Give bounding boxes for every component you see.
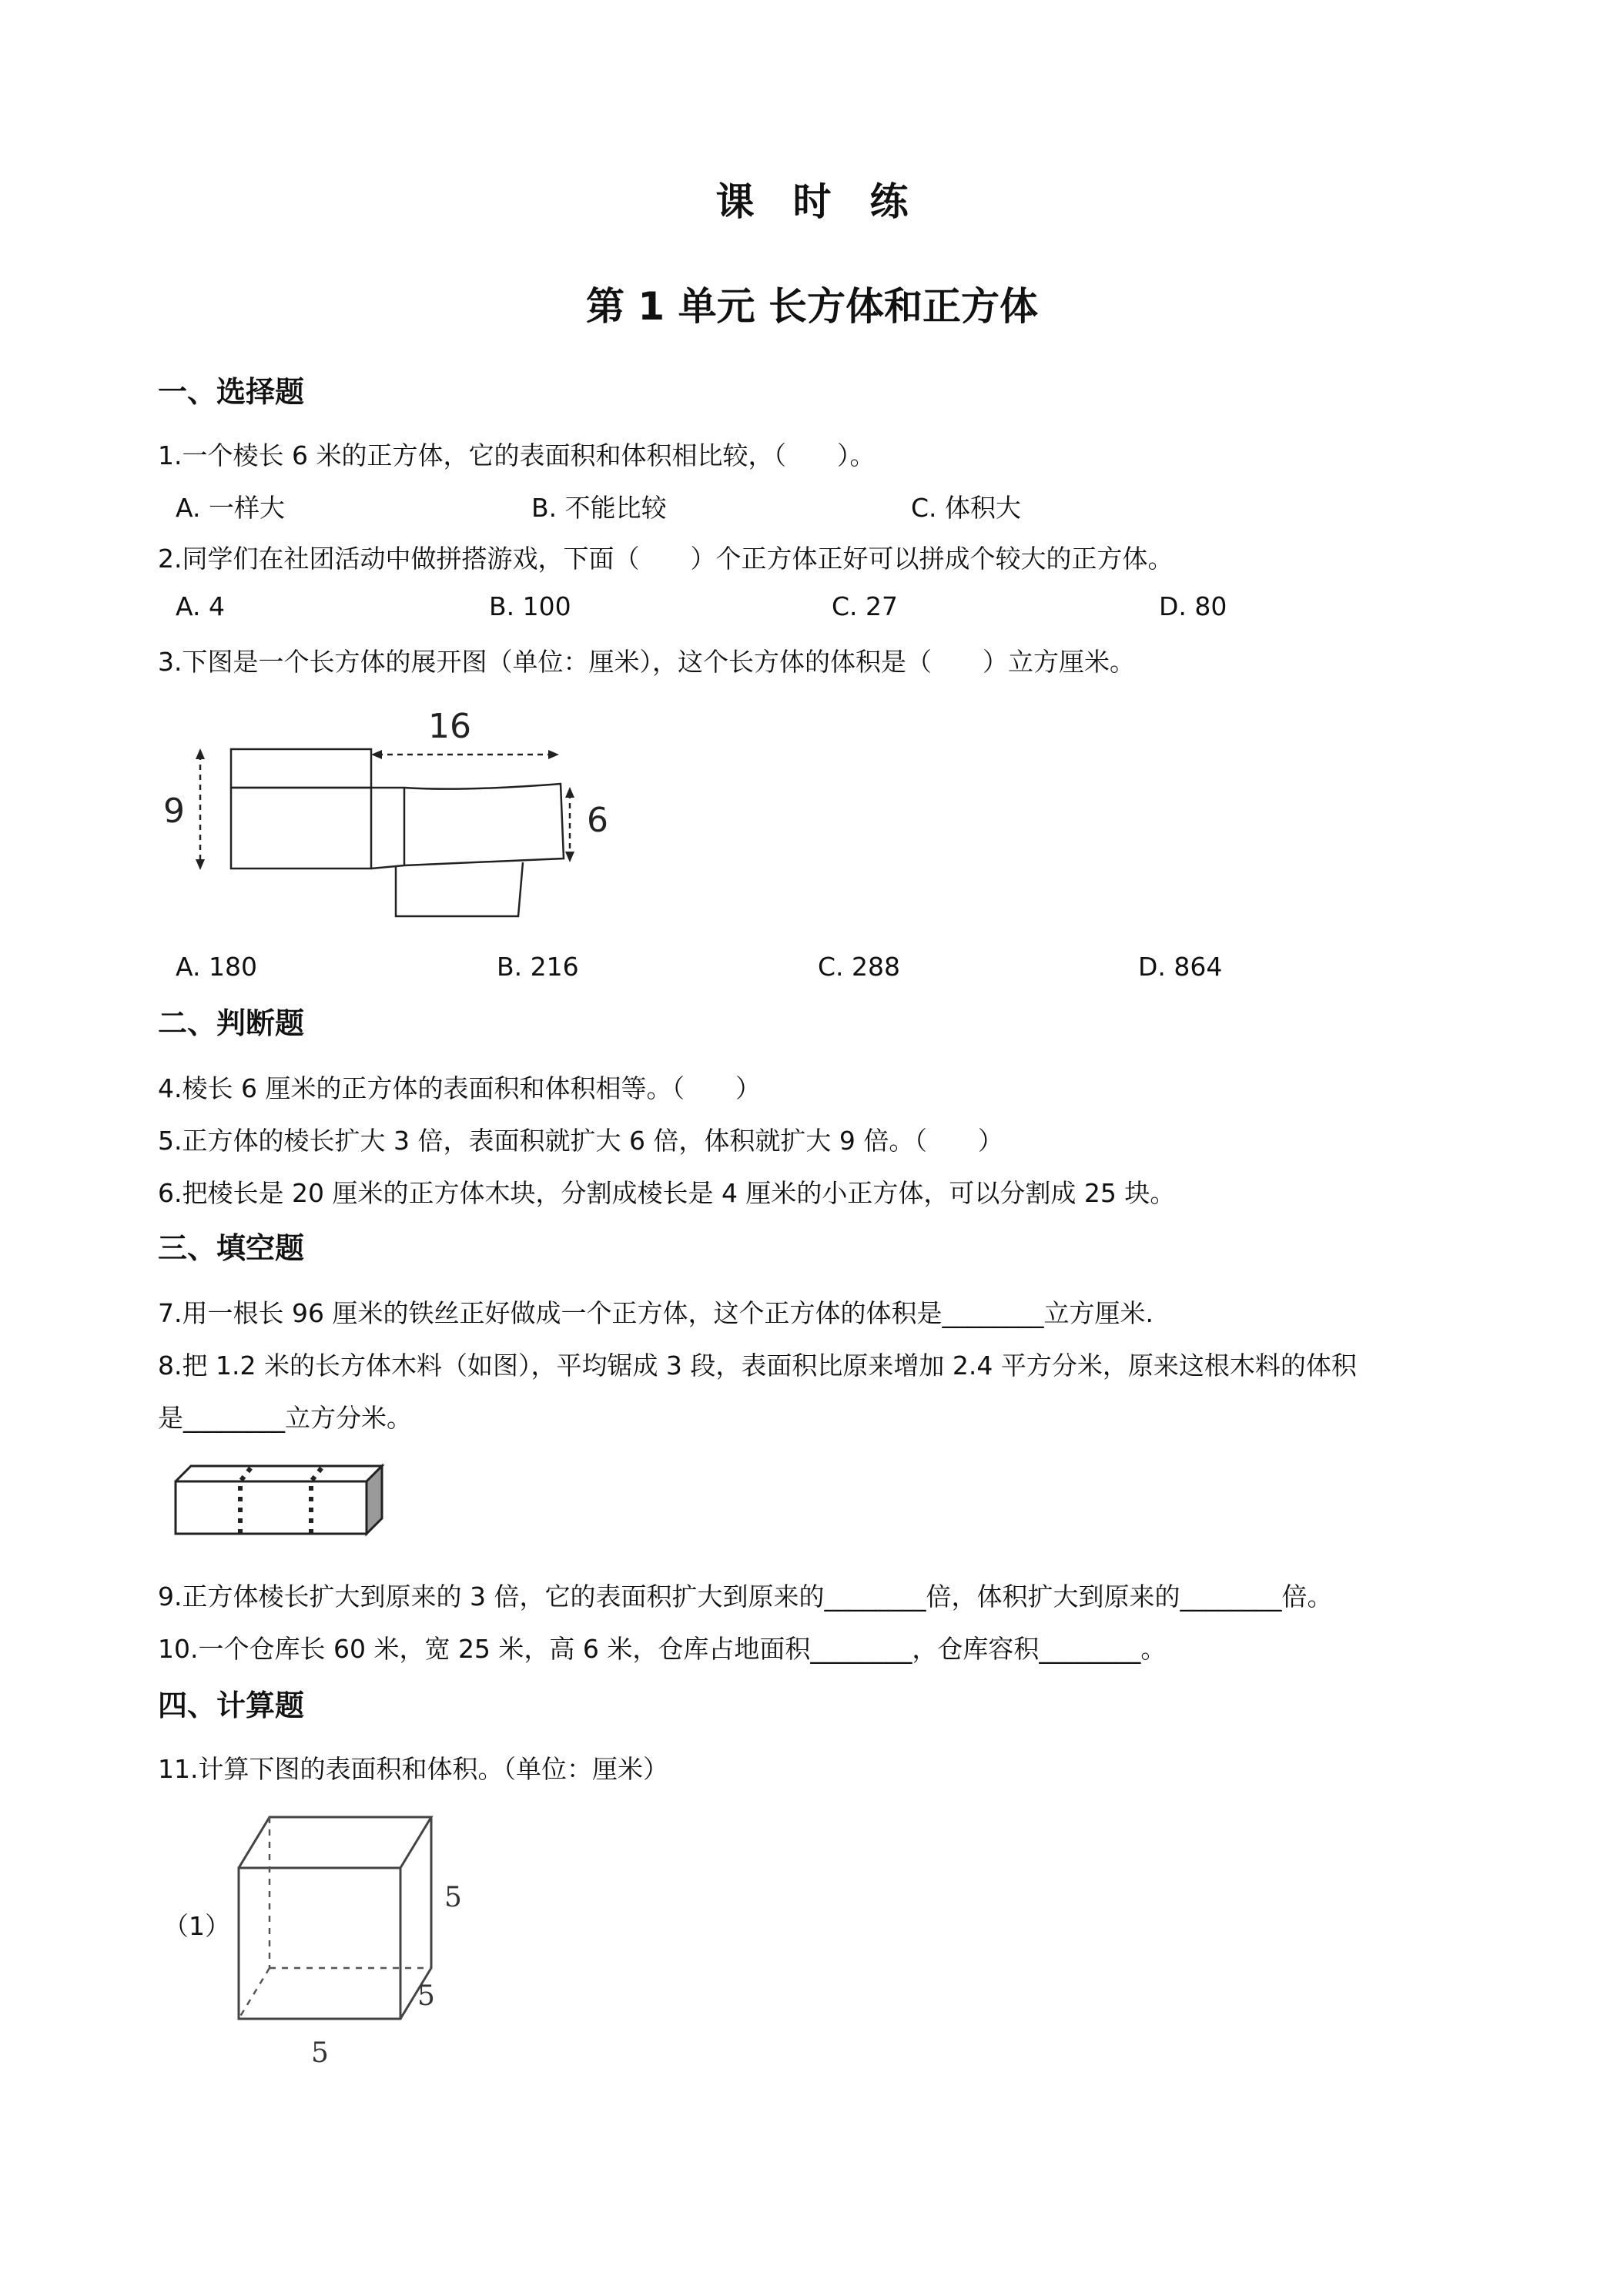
q1-option-a: A. 一样大 <box>176 493 285 523</box>
question-8-line-2: 是________立方分米。 <box>158 1403 412 1433</box>
net-label-right: 6 <box>587 801 608 840</box>
q2-option-d: D. 80 <box>1159 591 1227 621</box>
question-9: 9.正方体棱长扩大到原来的 3 倍，它的表面积扩大到原来的________倍，体积扩大到原来的________倍。 <box>158 1581 1333 1612</box>
cube-label-right-upper: 5 <box>444 1882 462 1913</box>
question-11: 11.计算下图的表面积和体积。（单位：厘米） <box>158 1754 668 1784</box>
q3-option-c: C. 288 <box>818 952 901 982</box>
question-1: 1.一个棱长 6 米的正方体，它的表面积和体积相比较，（ ）。 <box>158 440 876 470</box>
section-heading-calculation: 四、计算题 <box>158 1689 305 1722</box>
question-2: 2.同学们在社团活动中做拼搭游戏，下面（ ）个正方体正好可以拼成个较大的正方体。 <box>158 544 1174 574</box>
question-10: 10.一个仓库长 60 米，宽 25 米，高 6 米，仓库占地面积________，仓库容积________。 <box>158 1634 1167 1664</box>
q3-option-b: B. 216 <box>497 952 579 982</box>
question-5: 5.正方体的棱长扩大 3 倍，表面积就扩大 6 倍，体积就扩大 9 倍。（ ） <box>158 1126 1003 1156</box>
question-8-line-1: 8.把 1.2 米的长方体木料（如图），平均锯成 3 段，表面积比原来增加 2.4 平方分米，原来这根木料的体积 <box>158 1350 1357 1381</box>
question-6: 6.把棱长是 20 厘米的正方体木块，分割成棱长是 4 厘米的小正方体，可以分割成 25 块。 <box>158 1178 1176 1208</box>
q2-option-b: B. 100 <box>489 591 571 621</box>
question-7: 7.用一根长 96 厘米的铁丝正好做成一个正方体，这个正方体的体积是________立方厘米. <box>158 1298 1154 1328</box>
net-label-left: 9 <box>163 792 185 831</box>
section-heading-choice: 一、选择题 <box>158 375 305 409</box>
cube-label-right-lower: 5 <box>417 1980 435 2012</box>
section-heading-judgement: 二、判断题 <box>158 1006 305 1040</box>
question-3: 3.下图是一个长方体的展开图（单位：厘米），这个长方体的体积是（ ）立方厘米。 <box>158 647 1135 677</box>
section-heading-fill-blank: 三、填空题 <box>158 1231 305 1265</box>
q3-option-a: A. 180 <box>176 952 257 982</box>
question-11-part-1: （1） <box>163 1911 230 1941</box>
q3-option-d: D. 864 <box>1138 952 1223 982</box>
net-label-top: 16 <box>428 707 471 746</box>
question-4: 4.棱长 6 厘米的正方体的表面积和体积相等。（ ） <box>158 1073 761 1103</box>
q1-option-b: B. 不能比较 <box>531 493 667 523</box>
q2-option-c: C. 27 <box>832 591 899 621</box>
page-subtitle: 第 1 单元 长方体和正方体 <box>585 284 1038 329</box>
page-title: 课 时 练 <box>715 179 909 224</box>
q1-option-c: C. 体积大 <box>911 493 1022 523</box>
cube-label-bottom: 5 <box>311 2037 329 2069</box>
q2-option-a: A. 4 <box>176 591 225 621</box>
